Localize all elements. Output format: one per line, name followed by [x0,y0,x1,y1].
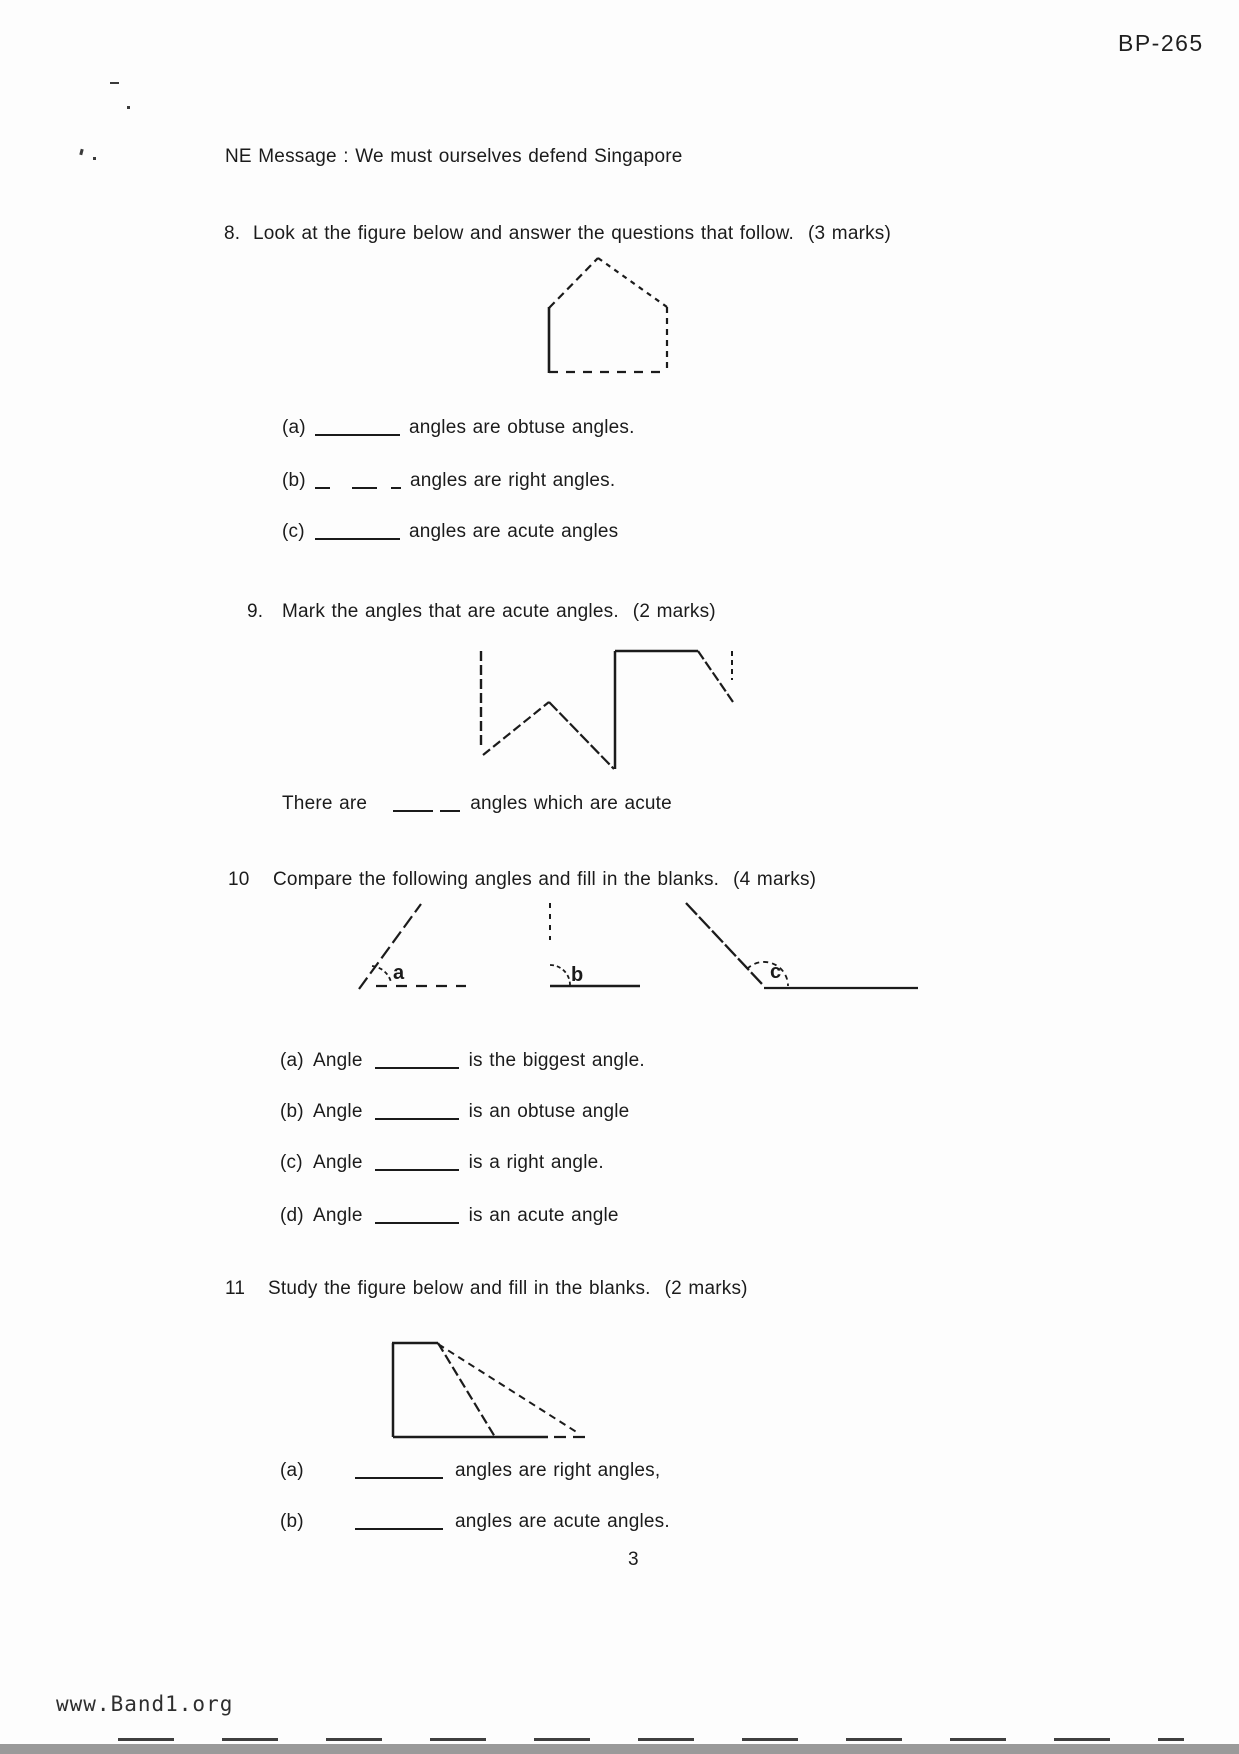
answer-prefix: There are [282,793,368,814]
answer-blank [440,797,460,812]
question-8-number: 8. [224,223,241,244]
q9-figure-down-diagonal [549,702,614,769]
scan-bottom-dashes [118,1738,1184,1741]
answer-blank [315,474,330,489]
answer-blank [315,525,400,540]
answer-blank [315,421,400,436]
q10-part-c [280,1152,604,1174]
question-10-prompt: Compare the following angles and fill in the blanks. [273,869,720,890]
question-9-header [247,601,716,623]
part-label: (b) [282,470,306,491]
part-prefix: Angle [313,1050,363,1071]
answer-suffix: angles which are acute [470,793,672,814]
part-text: angles are right angles. [410,470,616,491]
page-number: 3 [628,1549,639,1570]
answer-blank [375,1156,459,1171]
scan-edge-bar [0,1744,1239,1754]
answer-blank [375,1209,459,1224]
question-9-prompt: Mark the angles that are acute angles. [282,601,619,622]
answer-blank [355,1464,443,1479]
question-10-number: 10 [228,869,250,890]
part-prefix: Angle [313,1101,363,1122]
q11-figure-inner-diagonal [438,1343,495,1437]
q8-figure-roof-right [598,258,667,307]
answer-blank [355,1515,443,1530]
part-text: is an obtuse angle [468,1101,630,1122]
part-label: (c) [282,521,305,542]
question-10-marks: (4 marks) [733,869,817,890]
question-11-header [225,1278,748,1300]
q10-part-b [280,1101,629,1123]
part-label: (b) [280,1511,304,1532]
q10-angle-a-label: a [393,962,405,984]
q10-angle-c-ray [686,903,762,984]
part-text: is an acute angle [468,1205,619,1226]
q10-part-a [280,1050,645,1072]
q9-figure-up-diagonal [483,702,549,755]
q9-figure-end-diagonal [698,651,733,702]
part-label: (a) [280,1460,304,1481]
q8-part-c [282,521,618,543]
answer-blank [352,474,377,489]
part-label: (a) [282,417,306,438]
part-prefix: Angle [313,1152,363,1173]
part-label: (c) [280,1152,303,1173]
q10-angle-b-label: b [571,964,584,986]
question-11-marks: (2 marks) [664,1278,748,1299]
q10-angle-b-arc [550,965,570,985]
question-9-marks: (2 marks) [632,601,716,622]
answer-blank [375,1105,459,1120]
question-11-prompt: Study the figure below and fill in the blanks. [268,1278,651,1299]
q10-angle-a-ray [359,904,421,989]
part-text: is a right angle. [468,1152,604,1173]
part-prefix: Angle [313,1205,363,1226]
q10-part-d [280,1205,619,1227]
part-label: (b) [280,1101,304,1122]
question-8-header [224,223,891,245]
part-label: (a) [280,1050,304,1071]
answer-blank [375,1054,459,1069]
watermark: www.Band1.org [56,1692,234,1716]
q8-part-a [282,417,635,439]
question-8-marks: (3 marks) [808,223,892,244]
q11-part-a [280,1460,660,1482]
ne-message: NE Message : We must ourselves defend Singapore [225,146,683,167]
question-8-prompt: Look at the figure below and answer the questions that follow. [253,223,795,244]
question-11-number: 11 [225,1278,246,1299]
part-text: angles are right angles, [455,1460,661,1481]
part-text: angles are acute angles [409,521,619,542]
part-text: angles are obtuse angles. [409,417,635,438]
part-label: (d) [280,1205,304,1226]
doc-code: BP-265 [1118,30,1204,56]
q8-figure-roof-left [549,258,598,308]
part-text: is the biggest angle. [468,1050,645,1071]
answer-blank [393,797,433,812]
question-9-number: 9. [247,601,264,622]
answer-blank [391,474,401,489]
q11-figure-outer-diagonal [438,1344,578,1433]
q11-part-b [280,1511,670,1533]
question-10-header [228,869,816,891]
q8-part-b [282,470,615,492]
part-text: angles are acute angles. [455,1511,670,1532]
q10-angle-c-label: c [770,961,782,983]
q9-answer-line [282,793,672,815]
